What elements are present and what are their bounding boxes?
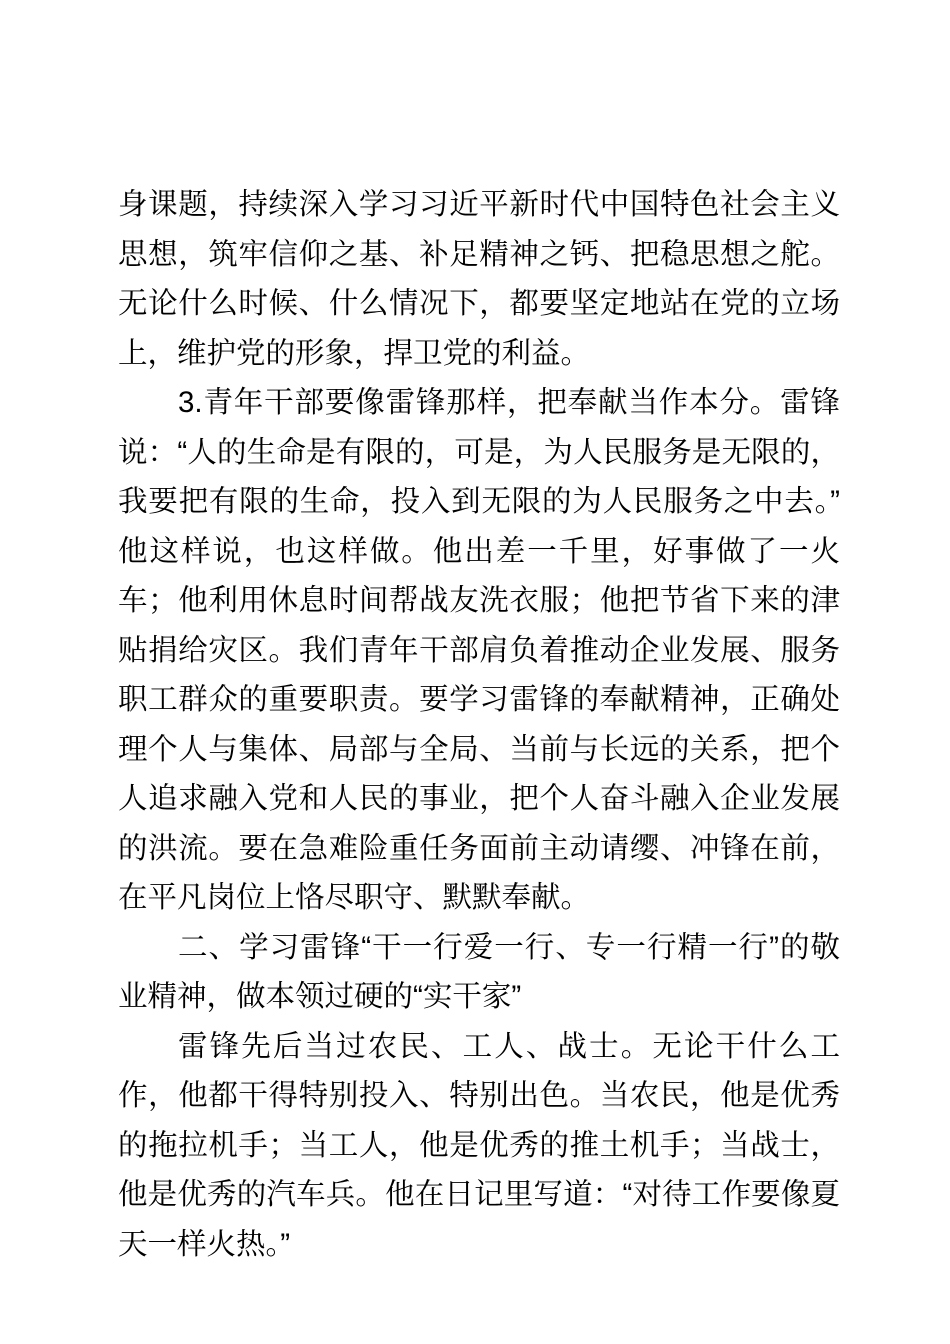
paragraph-continuation: 身课题，持续深入学习习近平新时代中国特色社会主义思想，筑牢信仰之基、补足精神之钙、把稳思想之舵。无论什么时候、什么情况下，都要坚定地站在党的立场上，维护党的形象，捍卫党的利益。: [118, 188, 840, 370]
heading-section-two: 二、学习雷锋“干一行爱一行、专一行精一行”的敬业精神，做本领过硬的“实干家”: [118, 930, 840, 1013]
paragraph-lei-feng-jobs: 雷锋先后当过农民、工人、战士。无论干什么工作，他都干得特别投入、特别出色。当农民，他是优秀的拖拉机手；当工人，他是优秀的推土机手；当战士，他是优秀的汽车兵。他在日记里写道：“对待工作要像夏天一样火热。”: [118, 1029, 840, 1261]
paragraph-item-3: 3.青年干部要像雷锋那样，把奉献当作本分。雷锋说：“人的生命是有限的，可是，为人民服务是无限的，我要把有限的生命，投入到无限的为人民服务之中去。”他这样说，也这样做。他出差一千里，好事做了一火车；他利用休息时间帮战友洗衣服；他把节省下来的津贴捐给灾区。我们青年干部肩负着推动企业发展、服务职工群众的重要职责。要学习雷锋的奉献精神，正确处理个人与集体、局部与全局、当前与长远的关系，把个人追求融入党和人民的事业，把个人奋斗融入企业发展的洪流。要在急难险重任务面前主动请缨、冲锋在前，在平凡岗位上恪尽职守、默默奉献。: [118, 386, 840, 914]
document-text-body: [118, 180, 840, 1269]
